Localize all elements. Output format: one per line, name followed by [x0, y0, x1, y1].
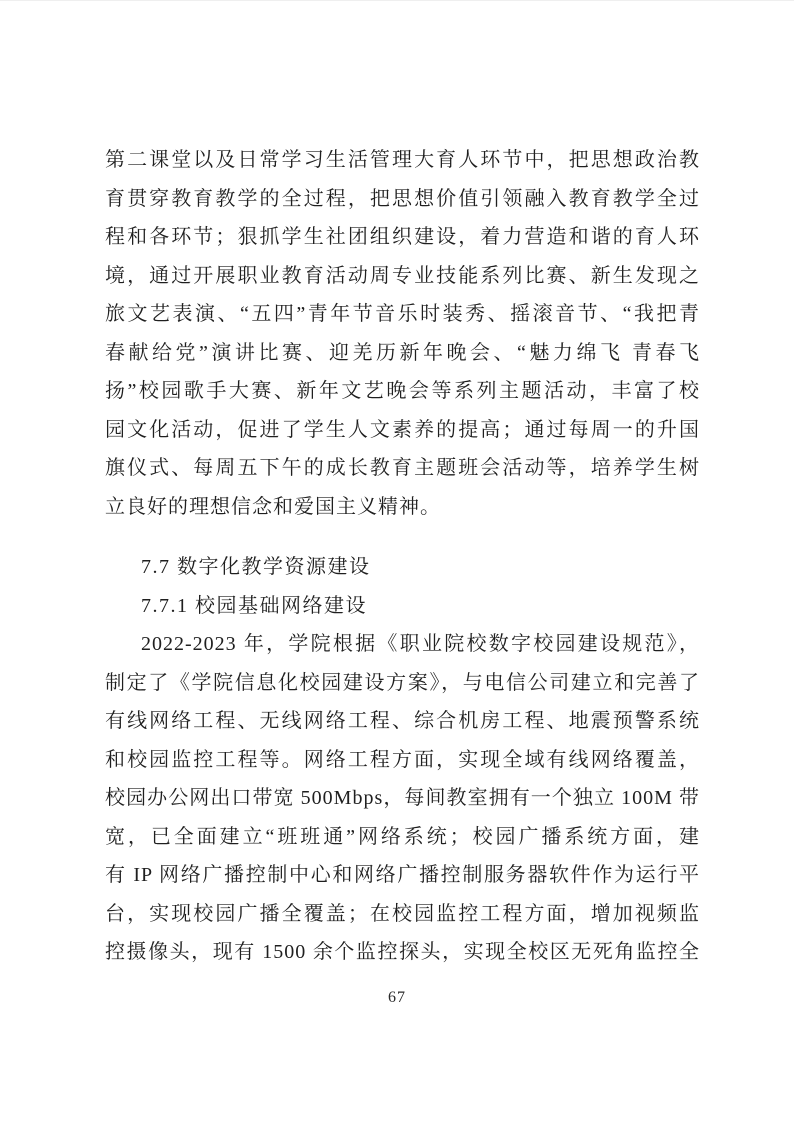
text-line: 台，实现校园广播全覆盖；在校园监控工程方面，增加视频监 — [105, 902, 700, 925]
text-line: 旗仪式、每周五下午的成长教育主题班会活动等，培养学生树 — [105, 457, 700, 479]
text-line: 校园办公网出口带宽 500Mbps，每间教室拥有一个独立 100M 带 — [105, 787, 700, 809]
text-line: 控摄像头，现有 1500 余个监控探头，实现全校区无死角监控全 — [105, 941, 700, 963]
text-line: 制定了《学院信息化校园建设方案》，与电信公司建立和完善了 — [105, 671, 700, 694]
text-line: 立良好的理想信念和爱国主义精神。 — [105, 495, 441, 518]
text-line: 有线网络工程、无线网络工程、综合机房工程、地震预警系统 — [105, 710, 700, 732]
text-line: 和校园监控工程等。网络工程方面，实现全域有线网络覆盖， — [105, 748, 700, 771]
text-line: 扬”校园歌手大赛、新年文艺晚会等系列主题活动，丰富了校 — [105, 380, 700, 402]
text-line: 2022-2023 年，学院根据《职业院校数字校园建设规范》， — [141, 633, 700, 655]
section-heading-7-7: 7.7 数字化教学资源建设 — [141, 556, 371, 578]
section-heading-7-7-1: 7.7.1 校园基础网络建设 — [141, 594, 367, 617]
text-line: 程和各环节；狠抓学生社团组织建设，着力营造和谐的育人环 — [105, 226, 700, 248]
text-line: 境，通过开展职业教育活动周专业技能系列比赛、新生发现之 — [105, 264, 700, 287]
text-line: 旅文艺表演、“五四”青年节音乐时装秀、摇滚音节、“我把青 — [105, 303, 700, 325]
text-line: 园文化活动，促进了学生人文素养的提高；通过每周一的升国 — [105, 418, 700, 441]
text-line: 宽，已全面建立“班班通”网络系统；校园广播系统方面，建 — [105, 825, 700, 848]
page-number: 67 — [388, 989, 406, 1006]
text-line: 有 IP 网络广播控制中心和网络广播控制服务器软件作为运行平 — [105, 864, 700, 886]
paragraph-moral-education — [105, 141, 700, 526]
text-line: 第二课堂以及日常学习生活管理大育人环节中，把思想政治教 — [105, 149, 700, 171]
text-line: 春献给党”演讲比赛、迎羌历新年晚会、“魅力绵飞 青春飞 — [105, 341, 700, 364]
text-block — [105, 141, 700, 972]
paragraph-campus-network — [105, 625, 700, 972]
text-line: 育贯穿教育教学的全过程，把思想价值引领融入教育教学全过 — [105, 187, 700, 210]
